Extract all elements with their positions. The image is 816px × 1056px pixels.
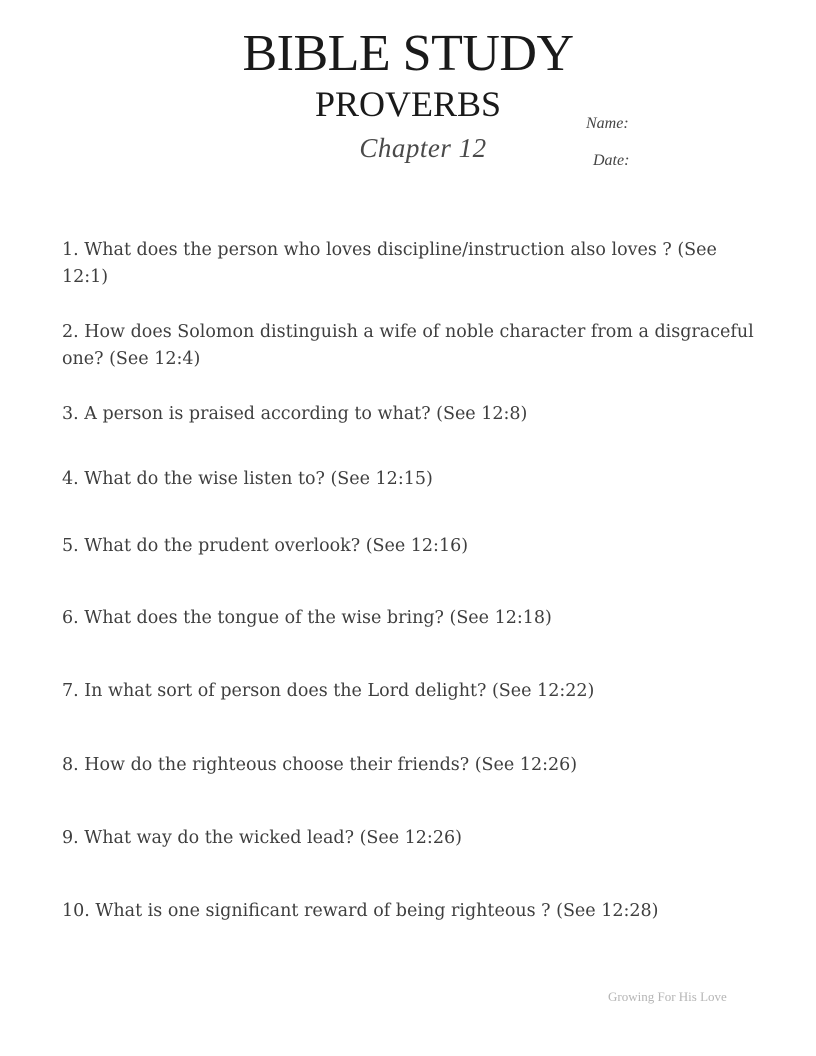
question-item: 10. What is one significant reward of being righteous ? (See 12:28) (62, 901, 659, 921)
footer-credit: Growing For His Love (608, 989, 727, 1004)
question-item: 2. How does Solomon distinguish a wife of noble character from a disgraceful one? (See 12:4) (62, 322, 754, 369)
question-item: 7. In what sort of person does the Lord delight? (See 12:22) (62, 681, 595, 701)
question-item: 3. A person is praised according to what? (See 12:8) (62, 404, 528, 424)
question-item: 6. What does the tongue of the wise bring? (See 12:18) (62, 608, 552, 628)
question-item: 8. How do the righteous choose their friends? (See 12:26) (62, 755, 578, 775)
page-title: BIBLE STUDY (242, 25, 574, 82)
question-item: 4. What do the wise listen to? (See 12:15) (62, 469, 433, 489)
page-subtitle: PROVERBS (314, 84, 502, 124)
date-label: Date: (593, 152, 630, 169)
name-label: Name: (586, 115, 629, 132)
question-item: 5. What do the prudent overlook? (See 12:16) (62, 536, 469, 556)
question-item: 9. What way do the wicked lead? (See 12:26) (62, 828, 462, 848)
question-item: 1. What does the person who loves discipline/instruction also loves ? (See 12:1) (62, 240, 717, 287)
chapter-heading: Chapter 12 (359, 133, 487, 163)
